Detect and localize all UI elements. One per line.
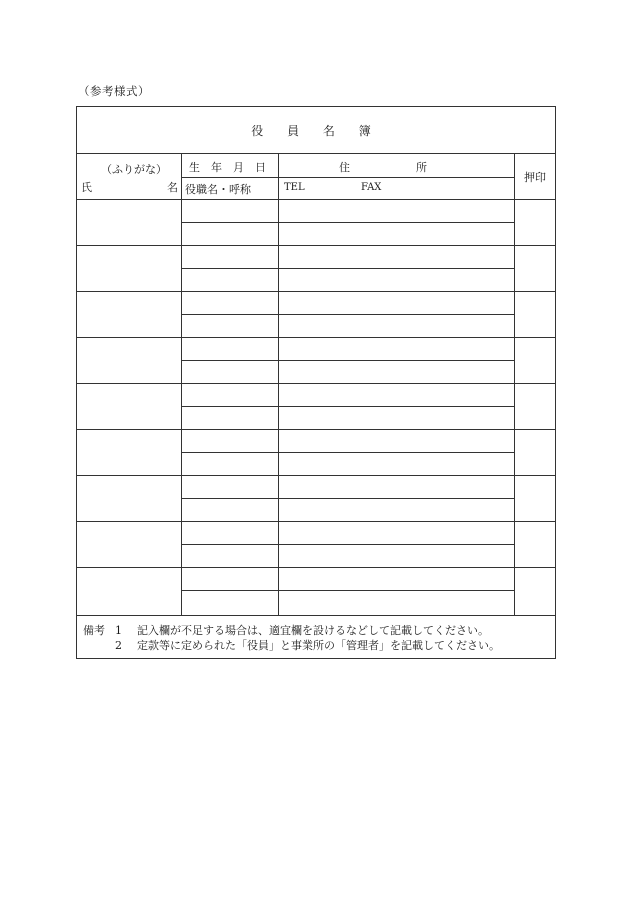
note-item bbox=[83, 623, 500, 638]
notes-heading: 備考 bbox=[83, 624, 105, 637]
row-separator bbox=[77, 567, 555, 568]
note-item bbox=[83, 638, 500, 653]
notes-section bbox=[83, 623, 500, 653]
row-subdivider bbox=[181, 360, 514, 361]
note-number: 1 bbox=[115, 624, 122, 637]
row-subdivider bbox=[181, 222, 514, 223]
row-subdivider bbox=[181, 498, 514, 499]
position-header: 役職名・呼称 bbox=[185, 183, 251, 196]
note-text: 定款等に定められた「役員」と事業所の「管理者」を記載してください。 bbox=[137, 639, 500, 652]
row-separator bbox=[77, 337, 555, 338]
column-divider bbox=[514, 153, 515, 615]
row-subdivider bbox=[181, 268, 514, 269]
form-title: 役 員 名 簿 bbox=[77, 107, 555, 154]
fax-header: FAX bbox=[361, 182, 382, 193]
table-bottom-border bbox=[77, 615, 555, 616]
note-number: 2 bbox=[115, 639, 122, 652]
furigana-header: （ふりがな） bbox=[101, 163, 167, 176]
row-separator bbox=[77, 475, 555, 476]
row-subdivider bbox=[181, 544, 514, 545]
row-subdivider bbox=[181, 314, 514, 315]
row-separator bbox=[77, 291, 555, 292]
row-subdivider bbox=[181, 406, 514, 407]
row-separator bbox=[77, 245, 555, 246]
note-text: 記入欄が不足する場合は、適宜欄を設けるなどして記載してください。 bbox=[137, 624, 489, 637]
header-bottom-border bbox=[77, 199, 555, 200]
row-separator bbox=[77, 429, 555, 430]
tel-header: TEL bbox=[284, 182, 305, 193]
name-header-right: 名 bbox=[167, 181, 178, 194]
row-separator bbox=[77, 383, 555, 384]
row-separator bbox=[77, 521, 555, 522]
row-subdivider bbox=[181, 452, 514, 453]
reference-format-label: （参考様式） bbox=[78, 84, 150, 98]
header-subdivider bbox=[181, 177, 514, 178]
birthdate-header: 生 年 月 日 bbox=[189, 161, 266, 174]
seal-header: 押印 bbox=[524, 171, 546, 184]
address-header: 住 所 bbox=[339, 161, 427, 174]
name-header-left: 氏 bbox=[81, 181, 92, 194]
row-subdivider bbox=[181, 590, 514, 591]
officer-roster-form bbox=[76, 106, 556, 659]
